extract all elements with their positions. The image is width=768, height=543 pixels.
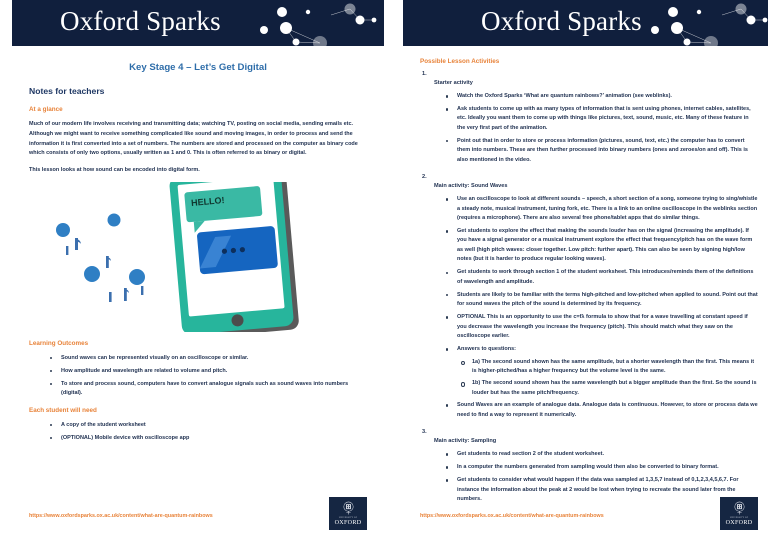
- list-student-requirements: [29, 421, 367, 443]
- activity-answers: [434, 358, 758, 398]
- subheading-learning-outcomes: Learning Outcomes: [29, 339, 89, 347]
- list-item: How amplitude and wavelength are related to volume and pitch.: [50, 367, 367, 376]
- oxford-university-logo: [720, 497, 758, 530]
- list-item: Students are likely to be familiar with the terms high-pitched and low-pitched when applied to sound. Point out that for sound waves the pitch of the sound is determined by its frequency.: [446, 291, 758, 310]
- logo-university-text: UNIVERSITY OF: [729, 517, 749, 520]
- page-title: Key Stage 4 – Let’s Get Digital: [129, 62, 267, 73]
- activity-item-sound-waves: [422, 174, 758, 420]
- list-item: Get students to explore the effect that making the sounds louder has on the signal (increasing the amplitude). If you have a signal generator or a musical instrument explore the effect that frequency/pitch has on the wave form as well (high pitch waves: closer together. Low pitch: further apart). This can also be seen by signing high/low notes (but it is harder to produce regular looking waves).: [446, 227, 758, 265]
- crest-icon: [733, 501, 746, 516]
- sound-dot: [129, 269, 145, 285]
- activity-title: Main activity: Sound Waves: [434, 183, 508, 190]
- list-item: OPTIONAL This is an opportunity to use the c=fλ formula to show that for a wave travelling at constant speed if you decrease the wavelength you increase the frequency (pitch). This should match what they saw on the oscilloscope earlier.: [446, 313, 758, 341]
- list-item: Get students to read section 2 of the student worksheet.: [446, 450, 758, 459]
- section-heading-notes: Notes for teachers: [29, 86, 105, 96]
- list-item: A copy of the student worksheet: [50, 421, 367, 430]
- paragraph-at-a-glance-1: Much of our modern life involves receiving and transmitting data; watching TV, posting on social media, sending emails etc. Although we might want to receive something complicated like sound and moving images, in order to process and send the information it is first converted into a set of numbers. The numbers are stored and processed on the computer as binary code which consists of only two options, usually written as 1 and 0. This is often referred to as binary or digital.: [29, 121, 358, 157]
- logo-university-text: UNIVERSITY OF: [338, 517, 358, 520]
- answer-item: 1a) The second sound shown has the same amplitude, but a shorter wavelength than the first. This means it is higher-pitched/has a higher frequency but the volume level is the same.: [461, 358, 758, 377]
- page-header-banner-right: [403, 0, 768, 46]
- list-item: Answers to questions:: [446, 345, 758, 354]
- logo-oxford-text: OXFORD: [334, 519, 362, 526]
- activity-bullets: [434, 195, 758, 354]
- page-footer-right: [420, 493, 758, 533]
- footer-url-link[interactable]: https://www.oxfordsparks.ox.ac.uk/content/what-are-quantum-rainbows: [420, 513, 604, 519]
- constellation-graphic: [615, 0, 768, 46]
- list-item: In a computer the numbers generated from sampling would then also be converted to binary format.: [446, 463, 758, 472]
- list-item: Use an oscilloscope to look at different sounds – speech, a short section of a song, someone trying to sing/whistle a steady note, musical instrument, tuning fork, etc. There is a link to an online oscilloscope in the weblinks section (requires a microphone). There are also several free phone/tablet apps that do similar things.: [446, 195, 758, 223]
- subheading-at-a-glance: At a glance: [29, 106, 63, 113]
- list-learning-outcomes: [29, 354, 367, 399]
- page-header-banner-left: [12, 0, 384, 46]
- page-right-body: [403, 58, 768, 504]
- brand-title: Oxford Sparks: [481, 6, 642, 36]
- activity-number: 2.: [422, 174, 427, 181]
- activity-title: Starter activity: [434, 80, 473, 86]
- page-right: [403, 0, 768, 543]
- page-left-body: [12, 62, 384, 443]
- music-note-group: [66, 238, 143, 302]
- logo-oxford-text: OXFORD: [725, 519, 753, 526]
- svg-text:HELLO!: HELLO!: [190, 194, 225, 208]
- heading-possible-lesson-activities: Possible Lesson Activities: [420, 58, 500, 65]
- illustration-phone-sound: [29, 182, 367, 332]
- activity-item-starter: [422, 71, 758, 165]
- subheading-each-student-will-need: Each student will need: [29, 406, 97, 414]
- list-item: To store and process sound, computers have to convert analogue signals such as sound waves into numbers (digital).: [50, 380, 367, 399]
- illustration-svg: [29, 182, 367, 332]
- brand-title: Oxford Sparks: [60, 6, 221, 36]
- list-item: Get students to work through section 1 of the student worksheet. This introduces/reminds them of the definitions of wavelength and amplitude.: [446, 268, 758, 287]
- list-item: Sound Waves are an example of analogue data. Analogue data is continuous. However, to store or process data we need to find a way to represent it numerically.: [446, 401, 758, 420]
- list-item: Watch the Oxford Sparks ‘What are quantum rainbows?’ animation (see weblinks).: [446, 92, 758, 101]
- page-footer-left: [29, 493, 367, 533]
- activity-number: 1.: [422, 71, 427, 77]
- list-item: Get students to consider what would happen if the data was sampled at 1,3,5,7 instead of 0,1,2,3,4,5,6,7. For instance the information about the peak at 2 would be lost when trying to recreate the sound later from the numbers.: [446, 476, 758, 504]
- activity-number: 3.: [422, 429, 427, 436]
- list-item: (OPTIONAL) Mobile device with oscilloscope app: [50, 434, 367, 443]
- sound-dot: [56, 223, 70, 237]
- list-item: Ask students to come up with as many types of information that is sent using phones, internet cables, satellites, etc. Ideally you want them to come up with things like pictures, text, sound, music, etc. Many of these feature in the very first part of the animation.: [446, 105, 758, 133]
- list-lesson-activities: [420, 71, 758, 504]
- sound-dot: [108, 213, 121, 226]
- oxford-university-logo: [329, 497, 367, 530]
- paragraph-at-a-glance-2: This lesson looks at how sound can be encoded into digital form.: [29, 167, 200, 174]
- page-left: [12, 0, 384, 543]
- list-item: Point out that in order to store or process information (pictures, sound, text, etc.) the computer has to convert them into numbers. These are then further processed into binary numbers (ones and zeroes/on and off). This is also mentioned in the video.: [446, 137, 758, 165]
- crest-icon: [342, 501, 355, 516]
- activity-title: Main activity: Sampling: [434, 438, 497, 445]
- activity-closing-bullets: [434, 401, 758, 420]
- constellation-graphic: [224, 0, 384, 46]
- answer-item: 1b) The second sound shown has the same wavelength but a bigger amplitude than the first. So the sound is louder but has the same pitch/frequency.: [461, 379, 758, 398]
- activity-bullets: [434, 92, 758, 165]
- footer-url-link[interactable]: https://www.oxfordsparks.ox.ac.uk/content/what-are-quantum-rainbows: [29, 513, 213, 519]
- sound-dot: [84, 266, 100, 282]
- list-item: Sound waves can be represented visually on an oscilloscope or similar.: [50, 354, 367, 363]
